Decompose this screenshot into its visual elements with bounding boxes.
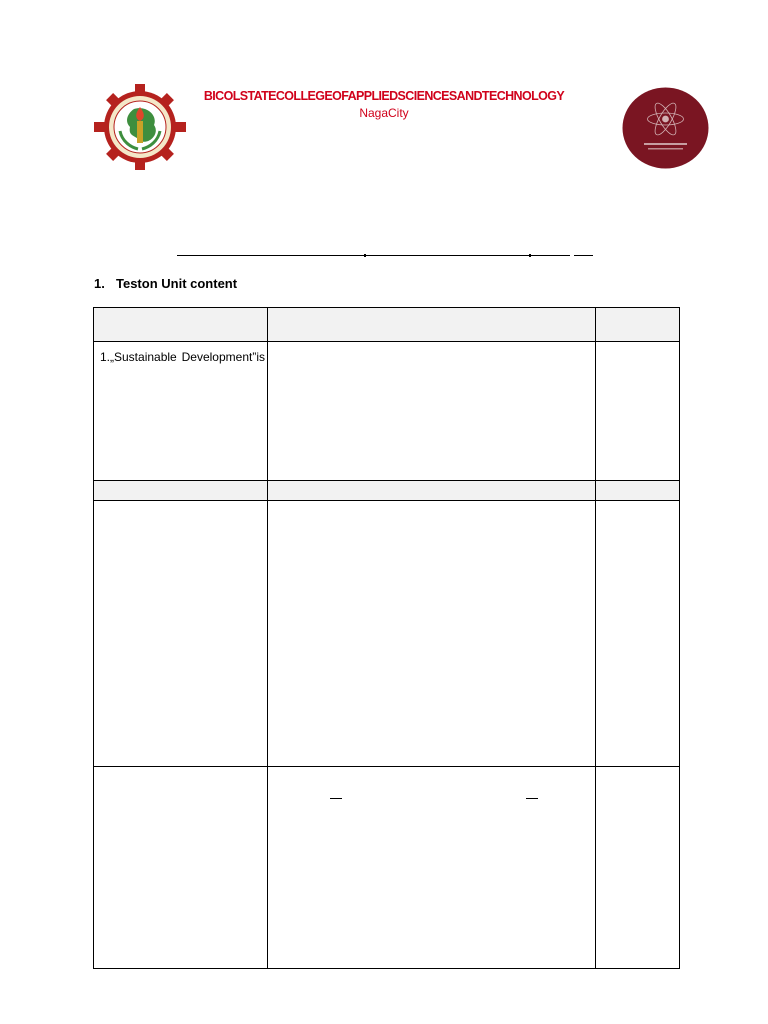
table-row xyxy=(94,342,679,481)
table-subheader-row xyxy=(94,481,679,501)
title-mark xyxy=(529,254,531,257)
section-heading xyxy=(94,276,237,291)
section-number: 1. xyxy=(94,276,105,291)
table-row xyxy=(94,767,679,968)
table-row xyxy=(94,501,679,767)
institution-name: BICOLSTATECOLLEGEOFAPPLIEDSCIENCESANDTECHNOLOGY xyxy=(203,89,565,103)
title-underline xyxy=(177,255,570,256)
blank-dash xyxy=(526,798,538,799)
title-underline-short xyxy=(574,255,593,256)
column-divider xyxy=(595,308,596,968)
college-seal-logo xyxy=(94,84,186,170)
title-mark xyxy=(364,254,366,257)
institution-city: NagaCity xyxy=(359,106,409,120)
college-of-engineering-logo xyxy=(622,87,709,169)
table-header-row xyxy=(94,308,679,342)
column-divider xyxy=(267,308,268,968)
section-title: Teston Unit content xyxy=(116,276,238,291)
blank-dash xyxy=(330,798,342,799)
test-table xyxy=(93,307,680,969)
question-cell-text: 1.„Sustainable Development”is xyxy=(100,350,265,364)
